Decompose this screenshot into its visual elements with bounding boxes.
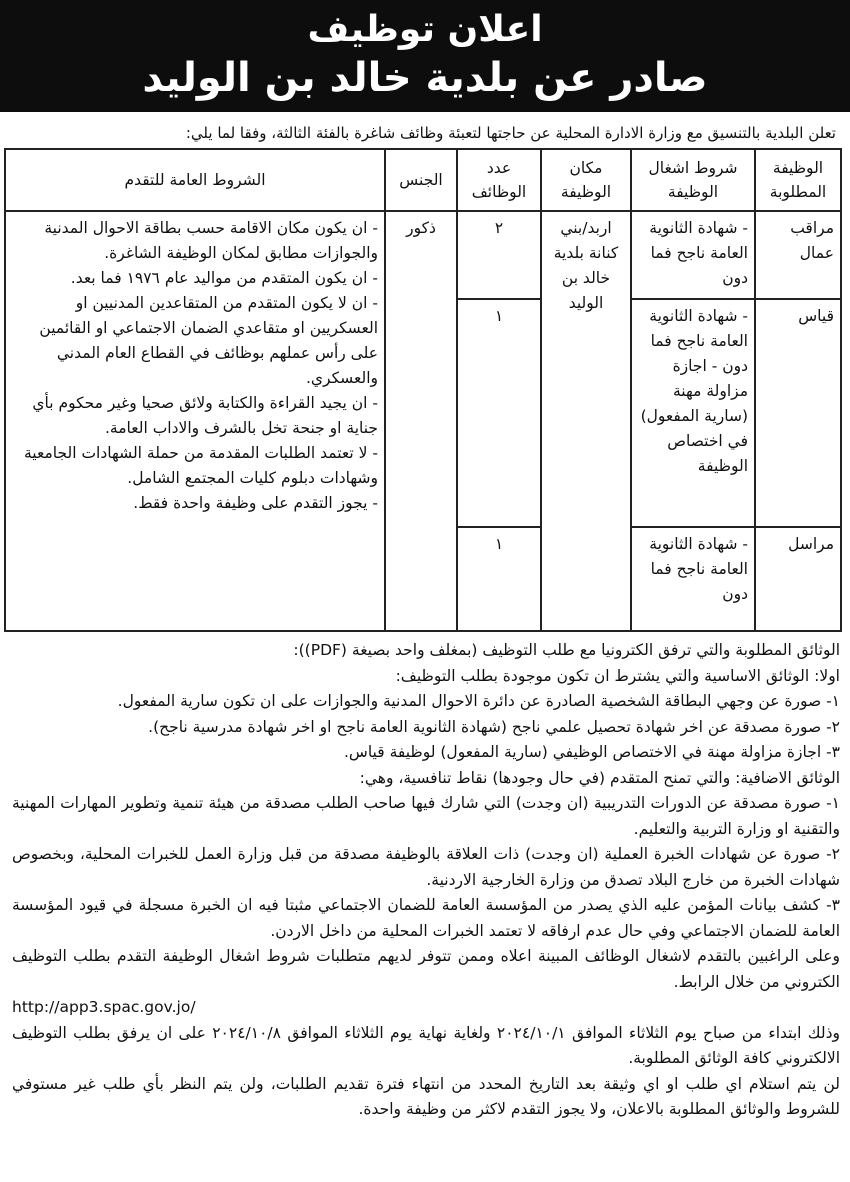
condition-item: - يجوز التقدم على وظيفة واحدة فقط. <box>133 494 378 512</box>
jobs-table <box>4 148 842 632</box>
header-banner <box>0 0 850 112</box>
header-count: عدد الوظائف <box>457 149 541 211</box>
closing-note: لن يتم استلام اي طلب او اي وثيقة بعد التاريخ المحدد من انتهاء فترة تقديم الطلبات، ولن يتم النظر بأي طلب غير مستوفي للشروط والوثائق المطلوبة بالاعلان، ولا يجوز التقدم لاكثر من وظيفة واحدة. <box>12 1074 840 1118</box>
job-count: ٢ <box>457 211 541 299</box>
header-job: الوظيفة المطلوبة <box>755 149 841 211</box>
table-header-row <box>5 149 841 211</box>
list-item: ٢- صورة عن شهادات الخبرة العملية (ان وجدت) ذات العلاقة بالوظيفة مصدقة من قبل وزارة العمل للخبرات المحلية، وبخصوص شهادات الخبرة من خارج البلاد تصدق من وزارة الخارجية الاردنية. <box>12 845 840 889</box>
application-dates: وذلك ابتداء من صباح يوم الثلاثاء الموافق ٢٠٢٤/١٠/١ ولغاية نهاية يوم الثلاثاء الموافق ٢٠٢٤/١٠/٨ على ان يرفق بطلب التوظيف الالكتروني كافة الوثائق المطلوبة. <box>12 1023 840 1067</box>
condition-item: - ان يكون مكان الاقامة حسب بطاقة الاحوال المدنية والجوازات مطابق لمكان الوظيفة الشاغرة. <box>44 219 378 262</box>
job-requirements: - شهادة الثانوية العامة ناجح فما دون <box>631 211 755 299</box>
extra-docs-title: الوثائق الاضافية: والتي تمنح المتقدم (في حال وجودها) نقاط تنافسية، وهي: <box>359 768 840 787</box>
general-conditions <box>5 211 385 631</box>
condition-item: - ان لا يكون المتقدم من المتقاعدين المدنيين او العسكريين او متقاعدي الضمان الاجتماعي او القائمين على رأس عملهم بوظائف في القطاع العام المدني والعسكري. <box>39 294 378 387</box>
page-subtitle: صادر عن بلدية خالد بن الوليد <box>142 55 708 101</box>
application-link[interactable]: http://app3.spac.gov.jo/ <box>12 998 196 1016</box>
header-location: مكان الوظيفة <box>541 149 631 211</box>
job-gender: ذكور <box>385 211 457 631</box>
job-requirements: - شهادة الثانوية العامة ناجح فما دون - اجازة مزاولة مهنة (سارية المفعول) في اختصاص الوظيفة <box>631 299 755 527</box>
docs-title: الوثائق المطلوبة والتي ترفق الكترونيا مع طلب التوظيف (بمغلف واحد بصيغة (PDF)): <box>293 641 840 659</box>
job-title: مراسل <box>755 527 841 631</box>
basic-docs-title: اولا: الوثائق الاساسية والتي يشترط ان تكون موجودة بطلب التوظيف: <box>395 666 840 685</box>
intro-text: تعلن البلدية بالتنسيق مع وزارة الادارة المحلية عن حاجتها لتعبئة وظائف شاغرة بالفئة الثالثة، وفقا لما يلي: <box>185 124 836 142</box>
job-requirements: - شهادة الثانوية العامة ناجح فما دون <box>631 527 755 631</box>
job-title: مراقب عمال <box>755 211 841 299</box>
header-general-conditions: الشروط العامة للتقدم <box>5 149 385 211</box>
condition-item: - ان يجيد القراءة والكتابة ولائق صحيا وغير محكوم بأي جناية او جنحة تخل بالشرف والاداب العامة. <box>32 394 378 437</box>
announcement-body <box>0 632 850 1123</box>
job-location: اربد/بني كنانة بلدية خالد بن الوليد <box>541 211 631 631</box>
table-row <box>5 211 841 299</box>
job-title: قياس <box>755 299 841 527</box>
list-item: ١- صورة مصدقة عن الدورات التدريبية (ان وجدت) التي شارك فيها صاحب الطلب مصدقة من هيئة تنمية وتطوير المهارات المهنية والتقنية او وزارة التربية والتعليم. <box>12 794 840 838</box>
list-item: ٣- اجازة مزاولة مهنة في الاختصاص الوظيفي (سارية المفعول) لوظيفة قياس. <box>343 743 840 761</box>
apply-instructions: وعلى الراغبين بالتقدم لاشغال الوظائف المبينة اعلاه وممن تتوفر لديهم متطلبات شروط اشغال الوظيفة التقدم بطلب التوظيف الكتروني من خلال الرابط. <box>12 947 840 991</box>
page-title: اعلان توظيف <box>307 9 543 50</box>
list-item: ١- صورة عن وجهي البطاقة الشخصية الصادرة عن دائرة الاحوال المدنية والجوازات على ان تكون سارية المفعول. <box>117 692 840 710</box>
list-item: ٣- كشف بيانات المؤمن عليه الذي يصدر من المؤسسة العامة للضمان الاجتماعي مثبتا فيه ان الخبرة مسجلة في قيود المؤسسة العامة للضمان الاجتماعي وفي حال عدم ارفاقه لا تعتمد الخبرات المحلية من داخل الاردن. <box>12 896 840 940</box>
header-gender: الجنس <box>385 149 457 211</box>
header-requirements: شروط اشغال الوظيفة <box>631 149 755 211</box>
condition-item: - لا تعتمد الطلبات المقدمة من حملة الشهادات الجامعية وشهادات دبلوم كليات المجتمع الشامل. <box>24 444 378 487</box>
condition-item: - ان يكون المتقدم من مواليد عام ١٩٧٦ فما بعد. <box>70 269 378 287</box>
job-count: ١ <box>457 527 541 631</box>
list-item: ٢- صورة مصدقة عن اخر شهادة تحصيل علمي ناجح (شهادة الثانوية العامة ناجح او اخر شهادة مدرسية ناجح). <box>148 717 840 736</box>
job-count: ١ <box>457 299 541 527</box>
